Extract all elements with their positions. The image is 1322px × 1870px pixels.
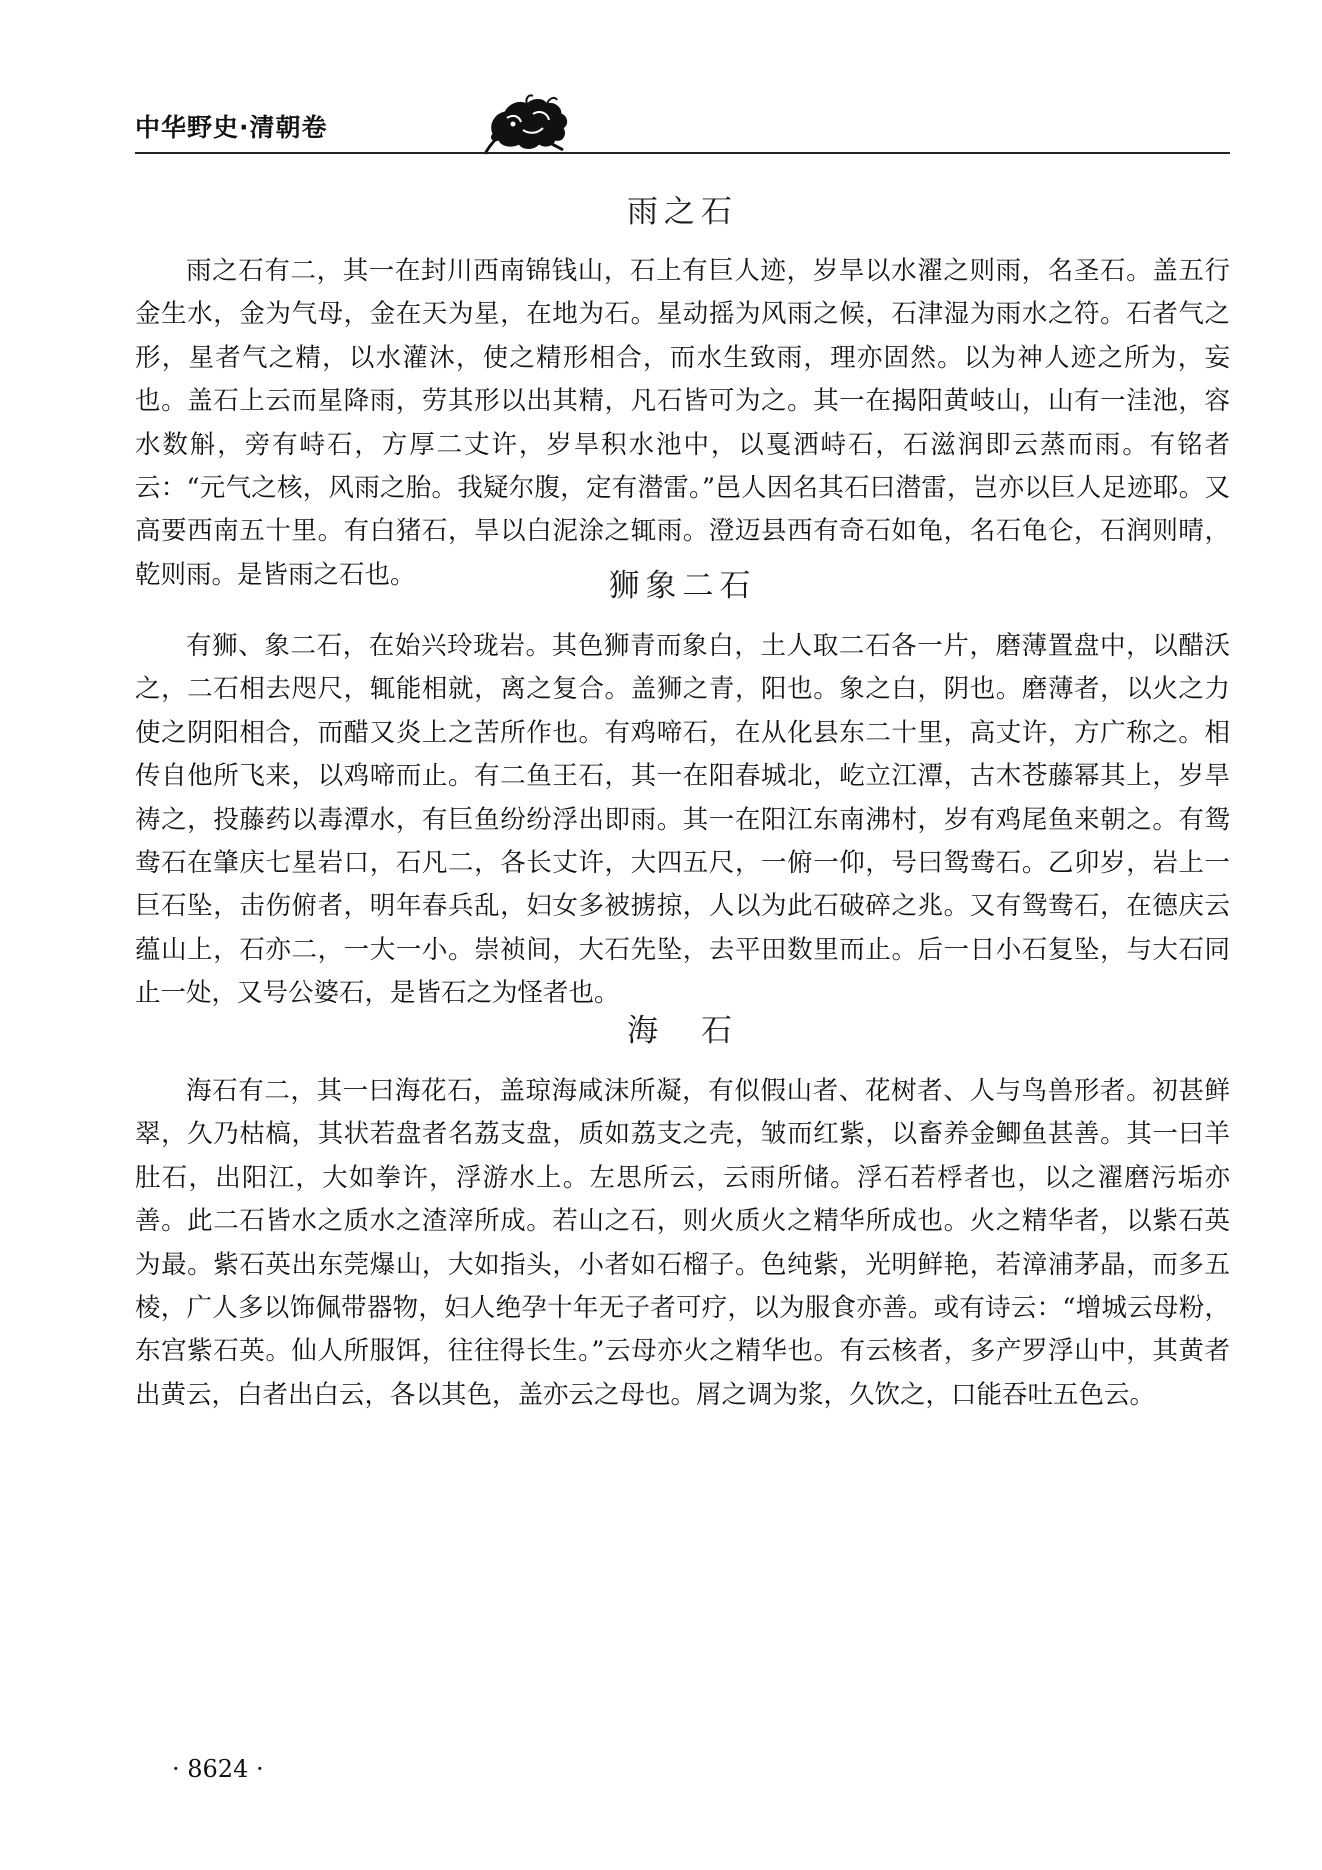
section-title-rain-stone: 雨之石 xyxy=(627,194,738,230)
section-title-sea-stone: 海 石 xyxy=(627,1013,738,1049)
section-text-lion-elephant-stones: 有狮、象二石，在始兴玲珑岩。其色狮青而象白，土人取二石各一片，磨薄置盘中，以醋沃之，二石相去咫尺，辄能相就，离之复合。盖狮之青，阳也。象之白，阴也。磨薄者，以火之力使之阴阳相合，而醋又炎上之苦所作也。有鸡啼石，在从化县东二十里，高丈许，方广称之。相传自他所飞来，以鸡啼而止。有二鱼王石，其一在阳春城北，屹立江潭，古木苍藤幂其上，岁旱祷之，投藤药以毒潭水，有巨鱼纷纷浮出即雨。其一在阳江东南沸村，岁有鸡尾鱼来朝之。有鸳鸯石在肇庆七星岩口，石凡二，各长丈许，大四五尺，一俯一仰，号曰鸳鸯石。乙卯岁，岩上一巨石坠，击伤俯者，明年春兵乱，妇女多被掳掠，人以为此石破碎之兆。又有鸳鸯石，在德庆云蕴山上，石亦二，一大一小。崇祯间，大石先坠，去平田数里而止。后一日小石复坠，与大石同止一处，又号公婆石，是皆石之为怪者也。 xyxy=(135,631,1230,1009)
section-title-lion-elephant-stones: 狮象二石 xyxy=(608,568,757,604)
page-header xyxy=(135,100,1230,160)
running-head: 中华野史·清朝卷 xyxy=(135,113,328,142)
section-text-sea-stone: 海石有二，其一曰海花石，盖琼海咸沫所凝，有似假山者、花树者、人与鸟兽形者。初甚鲜翠，久乃枯槁，其状若盘者名荔支盘，质如荔支之壳，皱而红紫，以畜养金鲫鱼甚善。其一曰羊肚石，出阳江，大如拳许，浮游水上。左思所云，云雨所储。浮石若桴者也，以之濯磨污垢亦善。此二石皆水之质水之渣滓所成。若山之石，则火质火之精华所成也。火之精华者，以紫石英为最。紫石英出东莞爆山，大如指头，小者如石榴子。色纯紫，光明鲜艳，若漳浦茅晶，而多五棱，广人多以饰佩带器物，妇人绝孕十年无子者可疗，以为服食亦善。或有诗云：“增城云母粉，东宫紫石英。仙人所服饵，往往得长生。”云母亦火之精华也。有云核者，多产罗浮山中，其黄者出黄云，白者出白云，各以其色，盖亦云之母也。屑之调为浆，久饮之，口能吞吐五色云。 xyxy=(135,1076,1230,1410)
page-number: · 8624 · xyxy=(172,1755,264,1783)
dragon-ornament-icon xyxy=(483,94,573,156)
section-text-rain-stone: 雨之石有二，其一在封川西南锦钱山，石上有巨人迹，岁旱以水濯之则雨，名圣石。盖五行金生水，金为气母，金在天为星，在地为石。星动摇为风雨之候，石津湿为雨水之符。石者气之形，星者气之精，以水灌沐，使之精形相合，而水生致雨，理亦固然。以为神人迹之所为，妄也。盖石上云而星降雨，劳其形以出其精，凡石皆可为之。其一在揭阳黄岐山，山有一洼池，容水数斛，旁有峙石，方厚二丈许，岁旱积水池中，以戛洒峙石，石滋润即云蒸而雨。有铭者云：“元气之核，风雨之胎。我疑尔腹，定有潜雷。”邑人因名其石曰潜雷，岂亦以巨人足迹耶。又高要西南五十里。有白猪石，旱以白泥涂之辄雨。澄迈县西有奇石如龟，名石龟仑，石润则晴，乾则雨。是皆雨之石也。 xyxy=(135,256,1230,590)
header-rule xyxy=(135,152,1230,154)
